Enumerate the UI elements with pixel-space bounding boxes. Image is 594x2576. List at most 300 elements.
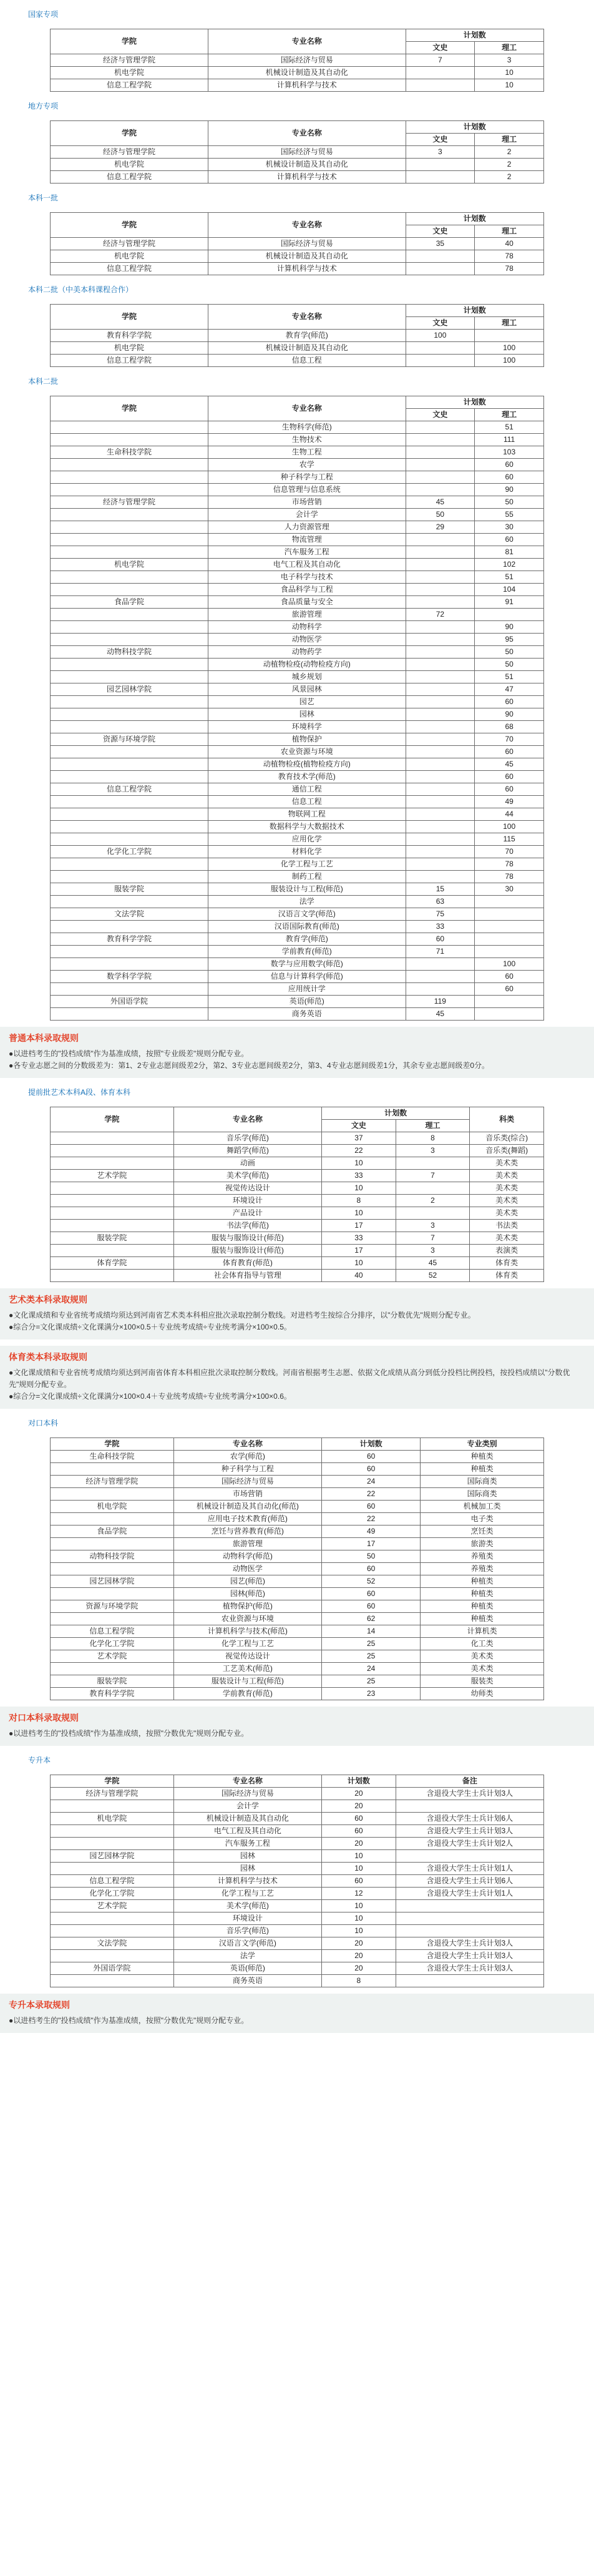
table-cell: 45 bbox=[396, 1257, 470, 1270]
table-cell: 生命科技学院 bbox=[51, 446, 208, 459]
table-cell: 100 bbox=[475, 958, 544, 971]
admission-table bbox=[50, 1775, 544, 1987]
table-cell: 119 bbox=[406, 996, 475, 1008]
header-cell: 科类 bbox=[470, 1107, 544, 1132]
table-cell: 种植类 bbox=[421, 1600, 544, 1613]
section-4 bbox=[0, 367, 594, 1078]
table-row bbox=[51, 238, 544, 250]
table-row bbox=[51, 1245, 544, 1257]
table-cell: 60 bbox=[322, 1588, 421, 1600]
table-cell: 3 bbox=[475, 54, 544, 67]
table-cell: 102 bbox=[475, 559, 544, 571]
table-cell: 含退役大学生士兵计划3人 bbox=[396, 1788, 543, 1800]
header-cell: 学院 bbox=[51, 396, 208, 421]
table-header-row bbox=[51, 213, 544, 225]
header-cell: 学院 bbox=[51, 1107, 174, 1132]
table-cell bbox=[396, 1800, 543, 1813]
table-cell: 电子类 bbox=[421, 1513, 544, 1526]
table-cell bbox=[51, 434, 208, 446]
table-cell: 人力资源管理 bbox=[208, 521, 406, 534]
table-cell bbox=[396, 1925, 543, 1937]
table-row bbox=[51, 696, 544, 708]
admission-table bbox=[50, 396, 544, 1021]
header-cell: 专业名称 bbox=[208, 396, 406, 421]
table-cell: 90 bbox=[475, 484, 544, 496]
table-row bbox=[51, 1613, 544, 1625]
table-cell bbox=[51, 1950, 174, 1962]
table-cell: 法学 bbox=[208, 896, 406, 908]
header-cell: 专业名称 bbox=[208, 305, 406, 330]
table-cell: 产品设计 bbox=[173, 1207, 321, 1220]
table-row bbox=[51, 79, 544, 92]
table-cell: 8 bbox=[396, 1132, 470, 1145]
table-cell: 服装与服饰设计(师范) bbox=[173, 1245, 321, 1257]
table-cell bbox=[51, 771, 208, 783]
table-row bbox=[51, 746, 544, 758]
table-row bbox=[51, 933, 544, 946]
table-cell: 汽车服务工程 bbox=[173, 1838, 321, 1850]
table-row bbox=[51, 171, 544, 184]
table-cell: 植物保护 bbox=[208, 733, 406, 746]
table-row bbox=[51, 796, 544, 808]
header-cell: 专业名称 bbox=[208, 29, 406, 54]
table-cell bbox=[51, 571, 208, 584]
table-row bbox=[51, 1538, 544, 1550]
table-cell: 美术学(师范) bbox=[173, 1900, 321, 1912]
admission-table bbox=[50, 1107, 544, 1282]
table-row bbox=[51, 1157, 544, 1170]
table-row bbox=[51, 609, 544, 621]
table-cell bbox=[406, 708, 475, 721]
table-cell bbox=[406, 771, 475, 783]
table-cell: 25 bbox=[322, 1675, 421, 1688]
table-cell: 生物科学(师范) bbox=[208, 421, 406, 434]
header-cell: 计划数 bbox=[322, 1438, 421, 1451]
table-row bbox=[51, 54, 544, 67]
admission-table bbox=[50, 29, 544, 92]
table-cell: 计算机科学与技术 bbox=[208, 171, 406, 184]
table-cell bbox=[406, 683, 475, 696]
header-cell: 专业名称 bbox=[173, 1438, 321, 1451]
table-cell: 60 bbox=[322, 1501, 421, 1513]
table-cell: 法学 bbox=[173, 1950, 321, 1962]
table-cell: 市场营销 bbox=[208, 496, 406, 509]
table-cell: 机械设计制造及其自动化 bbox=[208, 342, 406, 355]
table-cell: 51 bbox=[475, 571, 544, 584]
table-row bbox=[51, 1800, 544, 1813]
table-row bbox=[51, 971, 544, 983]
table-cell: 3 bbox=[396, 1145, 470, 1157]
table-cell bbox=[51, 858, 208, 871]
table-cell: 7 bbox=[406, 54, 475, 67]
table-cell: 种植类 bbox=[421, 1451, 544, 1463]
admission-table bbox=[50, 120, 544, 184]
table-cell: 美术类 bbox=[470, 1182, 544, 1195]
table-cell bbox=[51, 833, 208, 846]
table-cell: 51 bbox=[475, 421, 544, 434]
table-cell bbox=[475, 946, 544, 958]
header-cell: 理工 bbox=[475, 225, 544, 238]
table-cell: 含退役大学生士兵计划1人 bbox=[396, 1888, 543, 1900]
table-row bbox=[51, 634, 544, 646]
table-cell: 10 bbox=[475, 67, 544, 79]
table-cell: 115 bbox=[475, 833, 544, 846]
table-header-row bbox=[51, 1775, 544, 1788]
section-title: 本科一批 bbox=[28, 193, 59, 202]
section-0 bbox=[0, 0, 594, 92]
table-cell: 100 bbox=[406, 330, 475, 342]
table-cell: 动物科学 bbox=[208, 621, 406, 634]
table-row bbox=[51, 484, 544, 496]
table-cell bbox=[51, 546, 208, 559]
table-cell: 烹饪类 bbox=[421, 1526, 544, 1538]
table-cell: 农学 bbox=[208, 459, 406, 471]
table-cell bbox=[406, 871, 475, 883]
table-cell: 60 bbox=[475, 534, 544, 546]
table-cell bbox=[51, 521, 208, 534]
table-row bbox=[51, 559, 544, 571]
header-cell: 文史 bbox=[406, 42, 475, 54]
table-cell bbox=[406, 67, 475, 79]
table-row bbox=[51, 1788, 544, 1800]
table-cell bbox=[406, 958, 475, 971]
table-cell: 服装学院 bbox=[51, 1675, 174, 1688]
table-cell: 95 bbox=[475, 634, 544, 646]
table-cell: 含退役大学生士兵计划1人 bbox=[396, 1863, 543, 1875]
table-cell: 养殖类 bbox=[421, 1550, 544, 1563]
table-row bbox=[51, 846, 544, 858]
table-cell: 电气工程及其自动化 bbox=[173, 1825, 321, 1838]
table-cell: 信息与计算科学(师范) bbox=[208, 971, 406, 983]
table-cell bbox=[51, 696, 208, 708]
table-cell: 材料化学 bbox=[208, 846, 406, 858]
table-row bbox=[51, 1625, 544, 1638]
table-cell: 60 bbox=[475, 746, 544, 758]
table-cell: 美术类 bbox=[470, 1170, 544, 1182]
table-cell: 60 bbox=[322, 1875, 396, 1888]
header-cell: 文史 bbox=[406, 134, 475, 146]
table-row bbox=[51, 1232, 544, 1245]
table-cell: 49 bbox=[322, 1526, 421, 1538]
header-cell: 学院 bbox=[51, 121, 208, 146]
table-cell: 47 bbox=[475, 683, 544, 696]
rule-line: ●综合分=文化课成绩÷文化课满分×100×0.4＋专业统考成绩÷专业统考满分×100×0.6。 bbox=[9, 1392, 291, 1401]
table-cell: 40 bbox=[322, 1270, 396, 1282]
table-cell: 100 bbox=[475, 342, 544, 355]
table-cell bbox=[406, 434, 475, 446]
table-cell bbox=[406, 659, 475, 671]
table-cell bbox=[51, 1220, 174, 1232]
table-cell: 机械设计制造及其自动化 bbox=[208, 159, 406, 171]
table-row bbox=[51, 858, 544, 871]
table-cell bbox=[475, 996, 544, 1008]
table-cell bbox=[406, 746, 475, 758]
table-cell bbox=[51, 634, 208, 646]
table-cell: 视觉传达设计 bbox=[173, 1650, 321, 1663]
table-cell: 含退役大学生士兵计划3人 bbox=[396, 1962, 543, 1975]
table-cell: 动画 bbox=[173, 1157, 321, 1170]
table-cell bbox=[51, 896, 208, 908]
table-cell: 食品学院 bbox=[51, 1526, 174, 1538]
table-cell bbox=[51, 659, 208, 671]
table-cell: 10 bbox=[322, 1900, 396, 1912]
table-row bbox=[51, 708, 544, 721]
table-cell bbox=[396, 1912, 543, 1925]
table-cell: 15 bbox=[406, 883, 475, 896]
table-cell: 7 bbox=[396, 1170, 470, 1182]
table-cell: 农业资源与环境 bbox=[173, 1613, 321, 1625]
table-cell: 2 bbox=[475, 159, 544, 171]
table-row bbox=[51, 1463, 544, 1476]
table-cell: 20 bbox=[322, 1800, 396, 1813]
rule-box bbox=[0, 1027, 594, 1078]
table-cell bbox=[51, 871, 208, 883]
header-cell: 计划数 bbox=[322, 1107, 470, 1120]
table-cell: 111 bbox=[475, 434, 544, 446]
table-cell bbox=[396, 1207, 470, 1220]
table-cell: 75 bbox=[406, 908, 475, 921]
table-cell bbox=[406, 263, 475, 275]
table-cell: 体育教育(师范) bbox=[173, 1257, 321, 1270]
table-cell: 化学工程与工艺 bbox=[208, 858, 406, 871]
table-cell: 园艺园林学院 bbox=[51, 1575, 174, 1588]
table-cell: 91 bbox=[475, 596, 544, 609]
table-cell bbox=[406, 571, 475, 584]
table-cell: 2 bbox=[475, 171, 544, 184]
table-cell bbox=[51, 1207, 174, 1220]
table-row bbox=[51, 1650, 544, 1663]
table-cell: 10 bbox=[322, 1257, 396, 1270]
table-cell: 机电学院 bbox=[51, 250, 208, 263]
table-cell bbox=[51, 1488, 174, 1501]
table-cell: 资源与环境学院 bbox=[51, 733, 208, 746]
table-cell: 动物药学 bbox=[208, 646, 406, 659]
table-cell bbox=[406, 584, 475, 596]
table-cell: 美术类 bbox=[421, 1650, 544, 1663]
table-cell: 机械设计制造及其自动化 bbox=[208, 250, 406, 263]
table-cell bbox=[406, 646, 475, 659]
table-cell: 60 bbox=[475, 471, 544, 484]
table-row bbox=[51, 1588, 544, 1600]
table-cell bbox=[51, 1463, 174, 1476]
table-cell: 信息工程学院 bbox=[51, 783, 208, 796]
table-cell: 园艺园林学院 bbox=[51, 1850, 174, 1863]
table-cell bbox=[406, 459, 475, 471]
table-cell: 汉语言文学(师范) bbox=[208, 908, 406, 921]
header-cell: 文史 bbox=[322, 1120, 396, 1132]
table-cell bbox=[51, 983, 208, 996]
section-2 bbox=[0, 184, 594, 275]
table-cell: 文法学院 bbox=[51, 908, 208, 921]
table-row bbox=[51, 646, 544, 659]
header-cell: 计划数 bbox=[406, 121, 544, 134]
header-cell: 专业名称 bbox=[173, 1775, 321, 1788]
table-row bbox=[51, 659, 544, 671]
table-cell: 国际经济与贸易 bbox=[173, 1476, 321, 1488]
table-cell: 数学与应用数学(师范) bbox=[208, 958, 406, 971]
section-title: 国家专项 bbox=[28, 10, 59, 19]
table-cell: 60 bbox=[322, 1825, 396, 1838]
header-cell: 理工 bbox=[475, 317, 544, 330]
table-cell: 23 bbox=[322, 1688, 421, 1700]
table-cell bbox=[51, 1245, 174, 1257]
table-cell: 英语(师范) bbox=[173, 1962, 321, 1975]
table-row bbox=[51, 1600, 544, 1613]
table-cell bbox=[51, 821, 208, 833]
table-row bbox=[51, 671, 544, 683]
table-cell: 美术类 bbox=[470, 1195, 544, 1207]
table-cell bbox=[396, 1157, 470, 1170]
table-cell: 服装学院 bbox=[51, 883, 208, 896]
table-row bbox=[51, 808, 544, 821]
table-cell: 化学工程与工艺 bbox=[173, 1888, 321, 1900]
table-cell: 环境设计 bbox=[173, 1912, 321, 1925]
table-row bbox=[51, 546, 544, 559]
table-cell: 服装设计与工程(师范) bbox=[173, 1675, 321, 1688]
table-row bbox=[51, 330, 544, 342]
table-cell bbox=[475, 933, 544, 946]
table-cell: 园艺园林学院 bbox=[51, 683, 208, 696]
table-row bbox=[51, 1950, 544, 1962]
table-cell: 音乐类(舞蹈) bbox=[470, 1145, 544, 1157]
table-row bbox=[51, 946, 544, 958]
table-cell bbox=[51, 758, 208, 771]
table-cell: 机械加工类 bbox=[421, 1501, 544, 1513]
table-cell: 22 bbox=[322, 1145, 396, 1157]
table-cell: 应用统计学 bbox=[208, 983, 406, 996]
table-cell bbox=[406, 783, 475, 796]
table-cell: 35 bbox=[406, 238, 475, 250]
table-cell: 服装与服饰设计(师范) bbox=[173, 1232, 321, 1245]
table-cell: 50 bbox=[475, 496, 544, 509]
table-row bbox=[51, 1488, 544, 1501]
table-cell: 制药工程 bbox=[208, 871, 406, 883]
table-cell: 60 bbox=[322, 1600, 421, 1613]
table-row bbox=[51, 263, 544, 275]
table-row bbox=[51, 983, 544, 996]
table-cell: 动植物检疫(动物检疫方向) bbox=[208, 659, 406, 671]
table-row bbox=[51, 821, 544, 833]
table-cell: 60 bbox=[475, 971, 544, 983]
table-cell: 美术类 bbox=[421, 1663, 544, 1675]
table-cell: 20 bbox=[322, 1838, 396, 1850]
table-cell bbox=[406, 355, 475, 367]
table-row bbox=[51, 446, 544, 459]
table-header-row bbox=[51, 305, 544, 317]
table-cell: 机电学院 bbox=[51, 559, 208, 571]
table-cell bbox=[51, 721, 208, 733]
table-row bbox=[51, 1220, 544, 1232]
rule-title: 体育类本科录取规则 bbox=[9, 1352, 87, 1362]
table-header-row bbox=[51, 1107, 544, 1120]
table-cell: 动物科学(师范) bbox=[173, 1550, 321, 1563]
table-row bbox=[51, 1888, 544, 1900]
table-header-row bbox=[51, 121, 544, 134]
table-row bbox=[51, 1838, 544, 1850]
table-cell: 60 bbox=[406, 933, 475, 946]
table-cell bbox=[406, 858, 475, 871]
section-6 bbox=[0, 1409, 594, 1746]
table-cell: 50 bbox=[475, 646, 544, 659]
section-title: 本科二批（中美本科课程合作） bbox=[28, 285, 134, 294]
table-cell: 电气工程及其自动化 bbox=[208, 559, 406, 571]
table-cell: 3 bbox=[406, 146, 475, 159]
table-cell: 100 bbox=[475, 821, 544, 833]
table-row bbox=[51, 1145, 544, 1157]
rule-line: ●文化课成绩和专业省统考成绩均须达到河南省体育本科相应批次录取控制分数线。河南省根据考生志愿、依据文化成绩从高分到低分投档比例投档，按投档成绩以"分数优先"规则分配专业。 bbox=[9, 1368, 570, 1389]
table-cell: 教育学(师范) bbox=[208, 330, 406, 342]
table-cell: 化学化工学院 bbox=[51, 1888, 174, 1900]
table-cell: 服装设计与工程(师范) bbox=[208, 883, 406, 896]
table-cell: 10 bbox=[322, 1182, 396, 1195]
table-cell: 体育类 bbox=[470, 1270, 544, 1282]
rule-title: 艺术类本科录取规则 bbox=[9, 1295, 87, 1305]
table-cell: 信息管理与信息系统 bbox=[208, 484, 406, 496]
table-cell: 60 bbox=[322, 1813, 396, 1825]
table-row bbox=[51, 250, 544, 263]
table-row bbox=[51, 584, 544, 596]
table-row bbox=[51, 958, 544, 971]
table-cell: 45 bbox=[406, 496, 475, 509]
table-cell bbox=[406, 171, 475, 184]
table-cell: 20 bbox=[322, 1950, 396, 1962]
table-cell: 烹饪与营养教育(师范) bbox=[173, 1526, 321, 1538]
table-cell: 33 bbox=[406, 921, 475, 933]
table-cell: 舞蹈学(师范) bbox=[173, 1145, 321, 1157]
header-cell: 专业名称 bbox=[173, 1107, 321, 1132]
table-cell: 学前教育(师范) bbox=[208, 946, 406, 958]
table-row bbox=[51, 534, 544, 546]
table-cell: 含退役大学生士兵计划3人 bbox=[396, 1937, 543, 1950]
table-cell: 体育学院 bbox=[51, 1257, 174, 1270]
table-cell: 81 bbox=[475, 546, 544, 559]
table-cell: 50 bbox=[322, 1550, 421, 1563]
table-row bbox=[51, 355, 544, 367]
table-cell bbox=[51, 459, 208, 471]
header-cell: 计划数 bbox=[406, 29, 544, 42]
table-cell: 食品科学与工程 bbox=[208, 584, 406, 596]
rule-line: ●以进档考生的"投档成绩"作为基准成绩，按照"专业级差"规则分配专业。 bbox=[9, 1049, 249, 1058]
table-cell: 数据科学与大数据技术 bbox=[208, 821, 406, 833]
table-cell: 68 bbox=[475, 721, 544, 733]
table-cell: 信息工程学院 bbox=[51, 355, 208, 367]
table-cell: 10 bbox=[322, 1157, 396, 1170]
table-cell bbox=[406, 484, 475, 496]
table-row bbox=[51, 509, 544, 521]
header-cell: 专业名称 bbox=[208, 121, 406, 146]
rule-box bbox=[0, 1346, 594, 1409]
table-cell: 37 bbox=[322, 1132, 396, 1145]
header-cell: 文史 bbox=[406, 317, 475, 330]
table-cell bbox=[406, 534, 475, 546]
table-cell: 应用化学 bbox=[208, 833, 406, 846]
table-cell: 24 bbox=[322, 1663, 421, 1675]
table-cell bbox=[51, 708, 208, 721]
table-cell: 艺术学院 bbox=[51, 1650, 174, 1663]
rule-line: ●各专业志愿之间的分数级差为：第1、2专业志愿间级差2分，第2、3专业志愿间级差2分，第3、4专业志愿间级差1分，其余专业志愿间级差0分。 bbox=[9, 1061, 489, 1070]
table-cell: 60 bbox=[322, 1563, 421, 1575]
table-cell: 教育科学学院 bbox=[51, 933, 208, 946]
table-row bbox=[51, 896, 544, 908]
table-cell bbox=[51, 958, 208, 971]
table-cell: 艺术学院 bbox=[51, 1900, 174, 1912]
table-cell: 园林 bbox=[173, 1850, 321, 1863]
table-row bbox=[51, 459, 544, 471]
table-row bbox=[51, 1170, 544, 1182]
table-row bbox=[51, 883, 544, 896]
table-cell: 信息工程 bbox=[208, 796, 406, 808]
header-cell: 文史 bbox=[406, 409, 475, 421]
